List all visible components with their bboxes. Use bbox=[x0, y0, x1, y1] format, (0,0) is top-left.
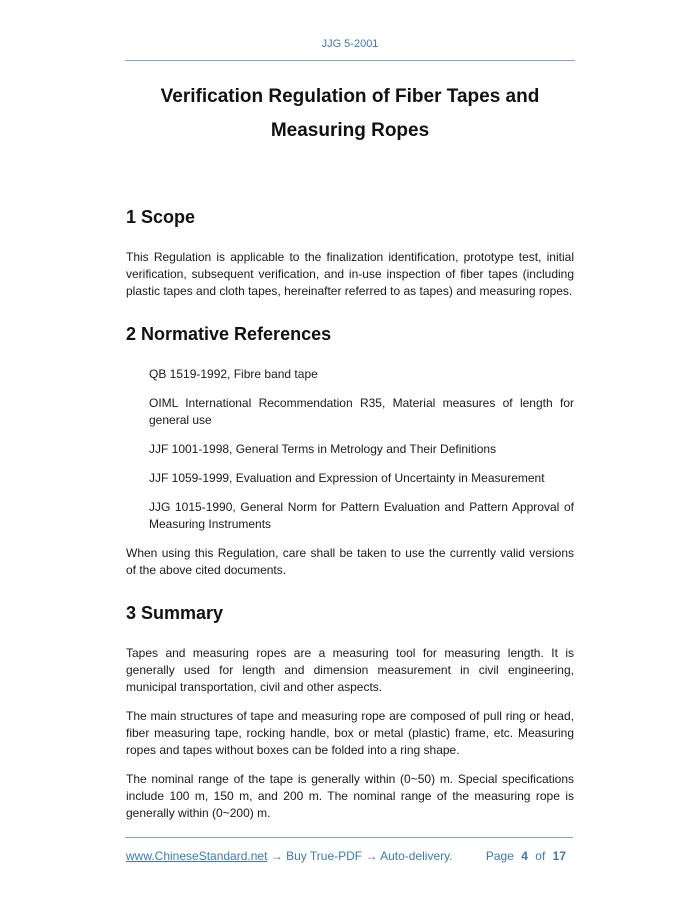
reference-item: QB 1519-1992, Fibre band tape bbox=[149, 367, 318, 381]
of-label: of bbox=[535, 849, 546, 863]
footer-divider bbox=[125, 837, 573, 838]
website-link[interactable]: www.ChineseStandard.net bbox=[126, 849, 268, 863]
section-summary bbox=[126, 601, 574, 822]
reference-item: JJF 1001-1998, General Terms in Metrology and Their Definitions bbox=[149, 442, 497, 456]
section-heading-references: 2 Normative References bbox=[126, 324, 332, 344]
scope-paragraph: This Regulation is applicable to the finalization identification, prototype test, initial verification, subsequent verification, and in-use inspection of fiber tapes (including plastic tapes and cloth tapes, hereinafter referred to as tapes) and measuring ropes. bbox=[126, 250, 574, 298]
page-label: Page bbox=[485, 849, 514, 863]
summary-paragraph: Tapes and measuring ropes are a measuring tool for measuring length. It is generally used for length and dimension measurement in civil engineering, municipal transportation, civil and other aspects. bbox=[126, 646, 574, 694]
section-normative-references bbox=[126, 322, 574, 579]
page-indicator bbox=[486, 848, 570, 864]
references-note: When using this Regulation, care shall be taken to use the currently valid versions of the above cited documents. bbox=[126, 546, 574, 577]
title-line-1: Verification Regulation of Fiber Tapes and bbox=[160, 86, 540, 107]
current-page-number: 4 bbox=[521, 849, 528, 863]
document-body bbox=[126, 205, 574, 844]
section-heading-scope: 1 Scope bbox=[126, 207, 196, 227]
reference-item: JJG 1015-1990, General Norm for Pattern Evaluation and Pattern Approval of Measuring Instruments bbox=[149, 500, 574, 531]
document-code-header: JJG 5-2001 bbox=[321, 38, 379, 50]
summary-paragraph: The nominal range of the tape is generally within (0~50) m. Special specifications include 100 m, 150 m, and 200 m. The nominal range of the measuring rope is generally within (0~200) m. bbox=[126, 772, 574, 820]
page-title bbox=[125, 80, 575, 148]
summary-paragraph: The main structures of tape and measuring rope are composed of pull ring or head, fiber measuring tape, rocking handle, box or metal (plastic) frame, etc. Measuring ropes and tapes without boxes can be folded into a ring shape. bbox=[126, 709, 574, 757]
reference-item: OIML International Recommendation R35, Material measures of length for general use bbox=[149, 396, 574, 427]
reference-item: JJF 1059-1999, Evaluation and Expression of Uncertainty in Measurement bbox=[149, 471, 545, 485]
section-scope bbox=[126, 205, 574, 300]
title-line-2: Measuring Ropes bbox=[270, 120, 430, 141]
header-divider bbox=[125, 60, 575, 61]
purchase-promo-text: → Buy True-PDF → Auto-delivery. bbox=[267, 849, 453, 863]
section-heading-summary: 3 Summary bbox=[126, 603, 224, 623]
page-footer bbox=[126, 848, 574, 864]
total-pages: 17 bbox=[552, 849, 566, 863]
